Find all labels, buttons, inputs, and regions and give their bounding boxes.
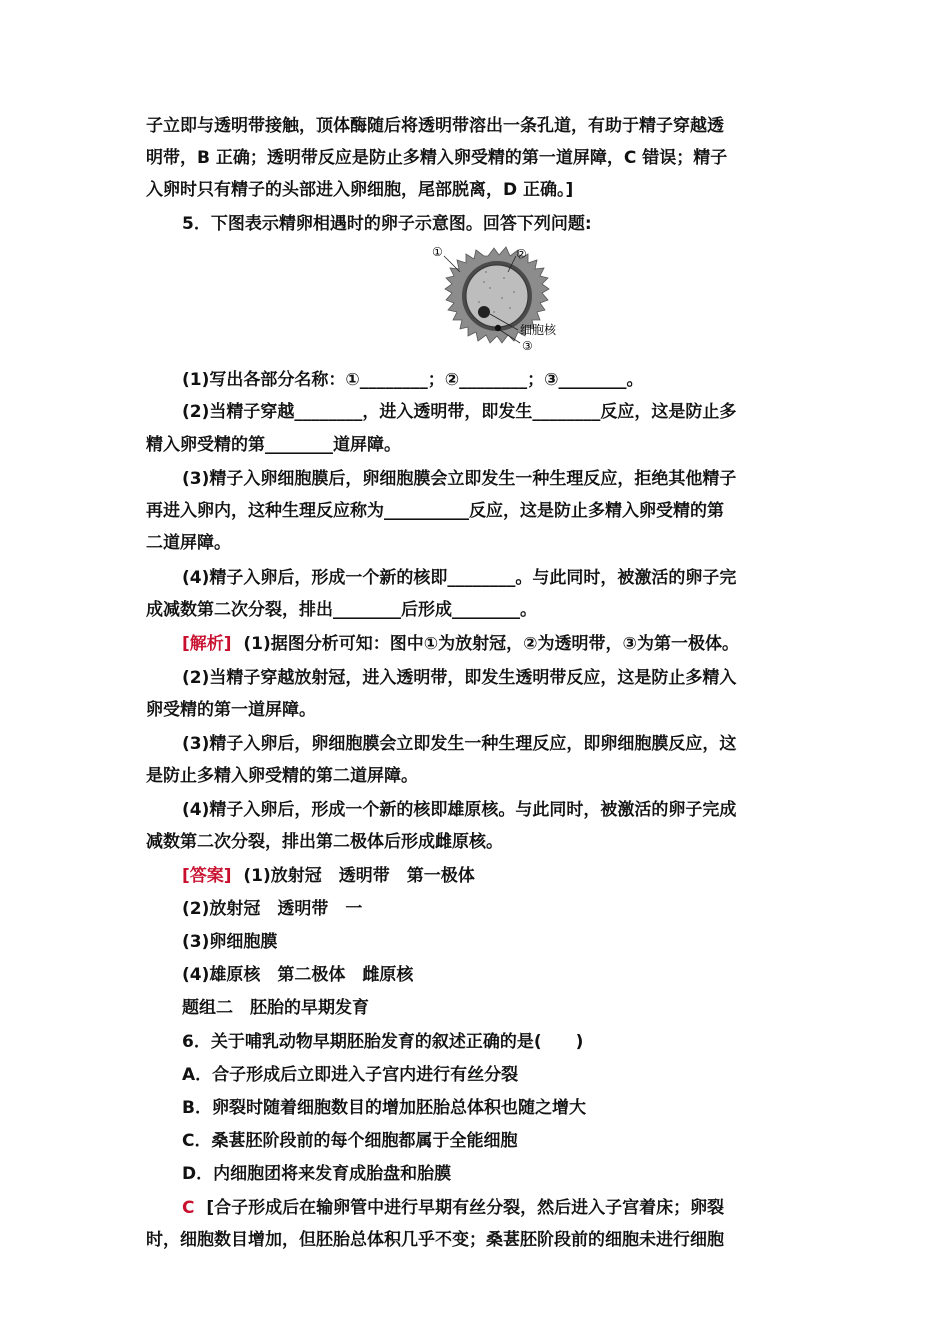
option-c: C．桑葚胚阶段前的每个细胞都属于全能细胞 <box>182 1131 518 1151</box>
q5-part4-line1: (4)精子入卵后，形成一个新的核即________。与此同时，被激活的卵子完 <box>182 568 737 588</box>
analysis-line-1 <box>182 632 808 656</box>
analysis-line-6: (4)精子入卵后，形成一个新的核即雄原核。与此同时，被激活的卵子完成 <box>182 800 737 820</box>
answer-line-2: (2)放射冠 透明带 一 <box>182 899 363 919</box>
nucleus-shape <box>478 306 490 318</box>
q5-part3-line2: 再进入卵内，这种生理反应称为__________反应，这是防止多精入卵受精的第 <box>146 501 724 521</box>
explanation-text-1: [合子形成后在输卵管中进行早期有丝分裂，然后进入子宫着床；卵裂 <box>206 1198 725 1218</box>
q5-part2-line2: 精入卵受精的第________道屏障。 <box>146 435 401 455</box>
figure-label-1: ① <box>432 245 443 259</box>
analysis-line-5: 是防止多精入卵受精的第二道屏障。 <box>146 766 418 786</box>
q5-part4-line2: 成减数第二次分裂，排出________后形成________。 <box>146 600 537 620</box>
figure-label-2: ② <box>516 247 527 261</box>
analysis-line-4: (3)精子入卵后，卵细胞膜会立即发生一种生理反应，即卵细胞膜反应，这 <box>182 734 737 754</box>
answer-tag: [答案] <box>182 866 232 886</box>
explanation-line-1 <box>182 1196 808 1220</box>
answer-line-1 <box>182 864 808 888</box>
option-a: A．合子形成后立即进入子宫内进行有丝分裂 <box>182 1065 519 1085</box>
analysis-text-1: (1)据图分析可知：图中①为放射冠，②为透明带，③为第一极体。 <box>243 634 739 654</box>
question-6-stem: 6．关于哺乳动物早期胚胎发育的叙述正确的是( ) <box>182 1032 584 1052</box>
text-line-3: 入卵时只有精子的头部进入卵细胞，尾部脱离，D 正确。] <box>146 180 574 200</box>
analysis-line-3: 卵受精的第一道屏障。 <box>146 700 316 720</box>
figure-label-nucleus: 细胞核 <box>520 323 557 337</box>
q5-part1: (1)写出各部分名称：①________；②________；③________。 <box>182 370 644 390</box>
explanation-line-2: 时，细胞数目增加，但胚胎总体积几乎不变；桑葚胚阶段前的细胞未进行细胞 <box>146 1230 724 1250</box>
q5-part3-line3: 二道屏障。 <box>146 533 231 553</box>
section-heading: 题组二 胚胎的早期发育 <box>182 998 369 1018</box>
answer-choice: C <box>182 1198 195 1218</box>
q5-part2-line1: (2)当精子穿越________，进入透明带，即发生________反应，这是防止多 <box>182 402 737 422</box>
answer-line-4: (4)雄原核 第二极体 雌原核 <box>182 965 414 985</box>
analysis-tag: [解析] <box>182 634 232 654</box>
analysis-line-7: 减数第二次分裂，排出第二极体后形成雌原核。 <box>146 832 503 852</box>
figure-label-3: ③ <box>522 339 533 353</box>
option-b: B．卵裂时随着细胞数目的增加胚胎总体积也随之增大 <box>182 1098 586 1118</box>
text-line-2: 明带，B 正确；透明带反应是防止多精入卵受精的第一道屏障，C 错误；精子 <box>146 148 728 168</box>
analysis-line-2: (2)当精子穿越放射冠，进入透明带，即发生透明带反应，这是防止多精入 <box>182 668 737 688</box>
question-5-stem: 5．下图表示精卵相遇时的卵子示意图。回答下列问题: <box>182 214 592 234</box>
text-line-1: 子立即与透明带接触，顶体酶随后将透明带溶出一条孔道，有助于精子穿越透 <box>146 116 724 136</box>
egg-cell-diagram <box>424 242 574 354</box>
answer-text-1: (1)放射冠 透明带 第一极体 <box>243 866 475 886</box>
q5-part3-line1: (3)精子入卵细胞膜后，卵细胞膜会立即发生一种生理反应，拒绝其他精子 <box>182 469 737 489</box>
option-d: D．内细胞团将来发育成胎盘和胎膜 <box>182 1164 452 1184</box>
answer-line-3: (3)卵细胞膜 <box>182 932 278 952</box>
